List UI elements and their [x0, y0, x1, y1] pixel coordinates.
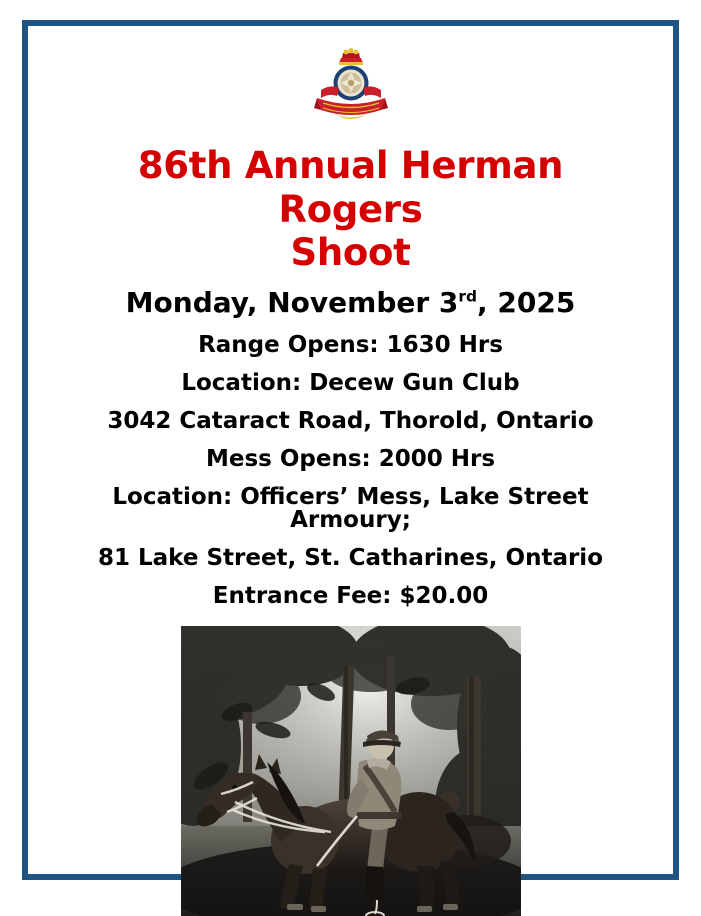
poster-title [71, 144, 631, 275]
address-line-1: 3042 Cataract Road, Thorold, Ontario [107, 407, 594, 434]
event-date-suffix: , 2025 [477, 285, 576, 319]
entrance-fee-line: Entrance Fee: $20.00 [212, 582, 489, 609]
event-date-prefix: Monday, November 3 [125, 285, 459, 319]
regimental-crest-icon [305, 46, 397, 128]
location-line-2: Location: Officers’ Mess, Lake Street Armoury; [112, 483, 589, 533]
poster-border-frame [22, 20, 679, 880]
range-opens-line: Range Opens: 1630 Hrs [198, 331, 503, 358]
location-line-1: Location: Decew Gun Club [181, 369, 520, 396]
event-date-ordinal: rd [458, 287, 477, 306]
event-date [62, 285, 639, 319]
mess-opens-line: Mess Opens: 2000 Hrs [205, 445, 496, 472]
address-line-2: 81 Lake Street, St. Catharines, Ontario [97, 544, 603, 571]
poster-content [28, 26, 673, 874]
poster-title-line-2: Shoot [290, 231, 411, 275]
poster-details [62, 285, 639, 609]
poster-title-line-1: 86th Annual Herman Rogers [137, 144, 564, 231]
historic-photo [181, 626, 521, 916]
